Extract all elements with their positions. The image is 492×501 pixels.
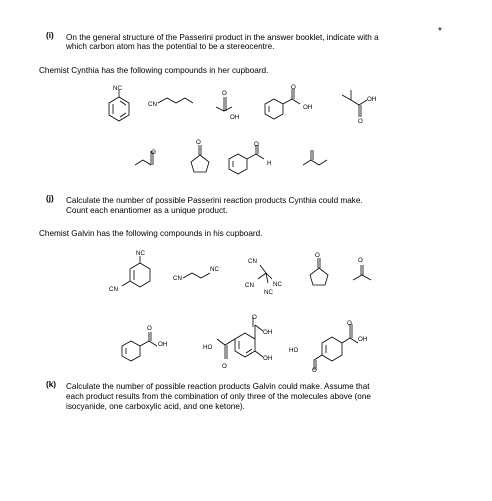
atom-label-oh: OH	[263, 355, 273, 362]
atom-label-oh: OH	[367, 96, 377, 103]
diacid-arene-structure	[205, 315, 275, 375]
cyclopentanone-structure	[186, 143, 214, 179]
acetic-acid-structure	[214, 93, 244, 115]
question-i-line2: which carbon atom has the potential to be a stereocentre.	[66, 42, 275, 51]
atom-label-o: O	[358, 257, 363, 264]
question-k-line1: Calculate the number of possible reaction products Galvin could make. Assume that	[66, 382, 370, 391]
butanone-structure	[133, 147, 163, 169]
stereocentre-star: *	[438, 26, 442, 37]
atom-label-h: H	[267, 160, 272, 167]
phenyl-isocyanide-structure	[106, 90, 134, 122]
atom-label-o: O	[312, 367, 317, 374]
atom-label-o: O	[254, 141, 259, 148]
question-j-label: (j)	[46, 194, 54, 203]
cynthia-intro: Chemist Cynthia has the following compounds in her cupboard.	[39, 66, 269, 75]
atom-label-nc: NC	[210, 266, 219, 273]
atom-label-oh: OH	[358, 336, 368, 343]
atom-label-o: O	[347, 320, 352, 327]
atom-label-ho: HO	[203, 344, 213, 351]
acetone-structure	[351, 262, 375, 286]
question-j-line2: Count each enantiomer as a unique product.	[66, 206, 228, 215]
atom-label-o: O	[147, 325, 152, 332]
question-j-line1: Calculate the number of possible Passerini reaction products Cynthia could make.	[66, 196, 363, 205]
atom-label-ho: HO	[289, 347, 299, 354]
diisocyanide-arene-structure	[120, 256, 156, 292]
atom-label-cn: CN	[245, 282, 254, 289]
atom-label-cn: CN	[248, 258, 257, 265]
atom-label-o: O	[222, 363, 227, 370]
atom-label-oh: OH	[263, 329, 273, 336]
pivalic-acid-structure	[339, 90, 375, 122]
atom-label-o: O	[222, 90, 227, 97]
question-i-line1: On the general structure of the Passerini product in the answer booklet, indicate with a	[66, 33, 379, 42]
question-k-label: (k)	[46, 380, 57, 389]
atom-label-cn: CN	[109, 286, 118, 293]
atom-label-oh: OH	[158, 341, 168, 348]
butyl-isocyanide-structure	[158, 92, 194, 108]
question-i-label: (i)	[46, 31, 54, 40]
atom-label-cn: CN	[173, 275, 182, 282]
atom-label-nc: NC	[113, 85, 122, 92]
atom-label-o: O	[291, 84, 296, 91]
isobutyraldehyde-structure	[301, 147, 331, 169]
atom-label-o: O	[315, 252, 320, 259]
question-k-line2: each product results from the combination of only three of the molecules above (one	[66, 392, 371, 401]
atom-label-o: O	[252, 314, 257, 321]
atom-label-oh: OH	[303, 104, 313, 111]
atom-label-cn: CN	[148, 101, 157, 108]
galvin-intro: Chemist Galvin has the following compounds in his cupboard.	[39, 229, 263, 238]
atom-label-o: O	[196, 139, 201, 146]
diacid-arene-structure-2	[302, 315, 372, 375]
atom-label-nc: NC	[264, 289, 273, 296]
question-k-line3: isocyanide, one carboxylic acid, and one ketone).	[66, 402, 245, 411]
cyclopentanone-structure-2	[305, 256, 333, 292]
atom-label-o: O	[358, 118, 363, 125]
atom-label-nc: NC	[273, 281, 282, 288]
atom-label-o: O	[151, 149, 156, 156]
atom-label-oh: OH	[230, 114, 240, 121]
atom-label-nc: NC	[136, 250, 145, 257]
diisocyanoalkane-structure	[183, 268, 213, 282]
